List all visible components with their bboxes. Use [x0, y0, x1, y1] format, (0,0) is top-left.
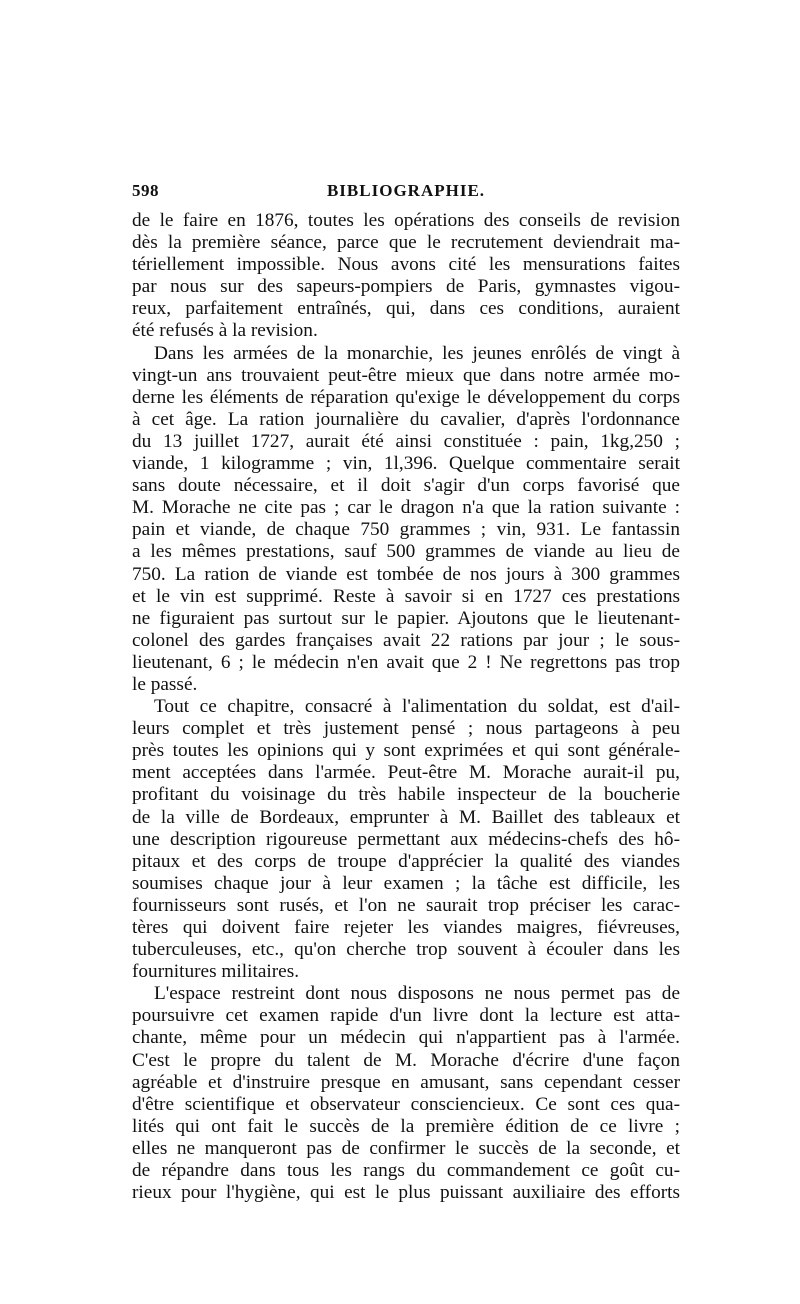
- text-line: elles ne manqueront pas de confirmer le succès de la seconde, et: [132, 1137, 680, 1159]
- text-line: le passé.: [132, 673, 198, 695]
- text-line: pitaux et des corps de troupe d'apprécier la qualité des viandes: [132, 850, 680, 872]
- text-line: Tout ce chapitre, consacré à l'alimentation du soldat, est d'ail-: [154, 696, 680, 718]
- text-line: chante, même pour un médecin qui n'appartient pas à l'armée.: [132, 1027, 680, 1049]
- text-line: ment acceptées dans l'armée. Peut-être M. Morache aurait-il pu,: [132, 762, 680, 784]
- text-line: d'être scientifique et observateur consciencieux. Ce sont ces qua-: [132, 1093, 680, 1115]
- text-line: agréable et d'instruire presque en amusant, sans cependant cesser: [132, 1071, 680, 1093]
- text-line: Dans les armées de la monarchie, les jeunes enrôlés de vingt à: [154, 342, 680, 364]
- text-line: 750. La ration de viande est tombée de nos jours à 300 grammes: [132, 563, 680, 585]
- text-line: sans doute nécessaire, et il doit s'agir d'un corps favorisé que: [132, 475, 680, 497]
- text-line: été refusés à la revision.: [132, 320, 318, 342]
- text-line: de répandre dans tous les rangs du commandement ce goût cu-: [132, 1160, 680, 1182]
- text-line: pain et viande, de chaque 750 grammes ; vin, 931. Le fantassin: [132, 519, 680, 541]
- text-line: reux, parfaitement entraînés, qui, dans ces conditions, auraient: [132, 298, 680, 320]
- text-line: dès la première séance, parce que le recrutement deviendrait ma-: [132, 232, 680, 254]
- text-line: près toutes les opinions qui y sont exprimées et qui sont générale-: [132, 740, 680, 762]
- text-line: une description rigoureuse permettant aux médecins-chefs des hô-: [132, 828, 680, 850]
- text-line: du 13 juillet 1727, aurait été ainsi constituée : pain, 1kg,250 ;: [132, 430, 680, 452]
- text-line: fournisseurs sont rusés, et l'on ne saurait trop préciser les carac-: [132, 894, 680, 916]
- text-line: poursuivre cet examen rapide d'un livre dont la lecture est atta-: [132, 1005, 680, 1027]
- text-line: colonel des gardes françaises avait 22 rations par jour ; le sous-: [132, 629, 680, 651]
- running-title: BIBLIOGRAPHIE.: [326, 181, 486, 200]
- body-text: [132, 210, 680, 1204]
- text-line: a les mêmes prestations, sauf 500 grammes de viande au lieu de: [132, 541, 680, 563]
- text-line: tériellement impossible. Nous avons cité les mensurations faites: [132, 254, 680, 276]
- text-line: fournitures militaires.: [132, 961, 300, 983]
- text-line: viande, 1 kilogramme ; vin, 1l,396. Quelque commentaire serait: [132, 453, 680, 475]
- text-line: tuberculeuses, etc., qu'on cherche trop souvent à écouler dans les: [132, 939, 680, 961]
- text-line: soumises chaque jour à leur examen ; la tâche est difficile, les: [132, 872, 680, 894]
- text-line: C'est le propre du talent de M. Morache d'écrire d'une façon: [132, 1049, 680, 1071]
- text-line: L'espace restreint dont nous disposons ne nous permet pas de: [154, 983, 680, 1005]
- text-line: ne figuraient pas surtout sur le papier. Ajoutons que le lieutenant-: [132, 607, 680, 629]
- text-line: tères qui doivent faire rejeter les viandes maigres, fiévreuses,: [132, 917, 680, 938]
- text-line: de le faire en 1876, toutes les opérations des conseils de revision: [132, 210, 680, 231]
- text-line: leurs complet et très justement pensé ; nous partageons à peu: [132, 718, 680, 740]
- text-line: vingt-un ans trouvaient peut-être mieux que dans notre armée mo-: [132, 364, 680, 386]
- text-line: profitant du voisinage du très habile inspecteur de la boucherie: [132, 784, 680, 806]
- text-line: lieutenant, 6 ; le médecin n'en avait que 2 ! Ne regrettons pas trop: [132, 651, 680, 673]
- text-line: M. Morache ne cite pas ; car le dragon n'a que la ration suivante :: [132, 497, 680, 519]
- text-line: lités qui ont fait le succès de la première édition de ce livre ;: [132, 1115, 680, 1137]
- text-line: rieux pour l'hygiène, qui est le plus puissant auxiliaire des efforts: [132, 1182, 680, 1204]
- text-line: et le vin est supprimé. Reste à savoir si en 1727 ces prestations: [132, 585, 680, 607]
- text-line: à cet âge. La ration journalière du cavalier, d'après l'ordonnance: [132, 408, 680, 430]
- text-line: de la ville de Bordeaux, emprunter à M. Baillet des tableaux et: [132, 806, 680, 828]
- text-line: derne les éléments de réparation qu'exige le développement du corps: [132, 386, 680, 408]
- page-header: [132, 176, 680, 206]
- text-line: par nous sur des sapeurs-pompiers de Paris, gymnastes vigou-: [132, 276, 680, 298]
- page-number: 598: [132, 181, 159, 200]
- book-page: [132, 176, 680, 1204]
